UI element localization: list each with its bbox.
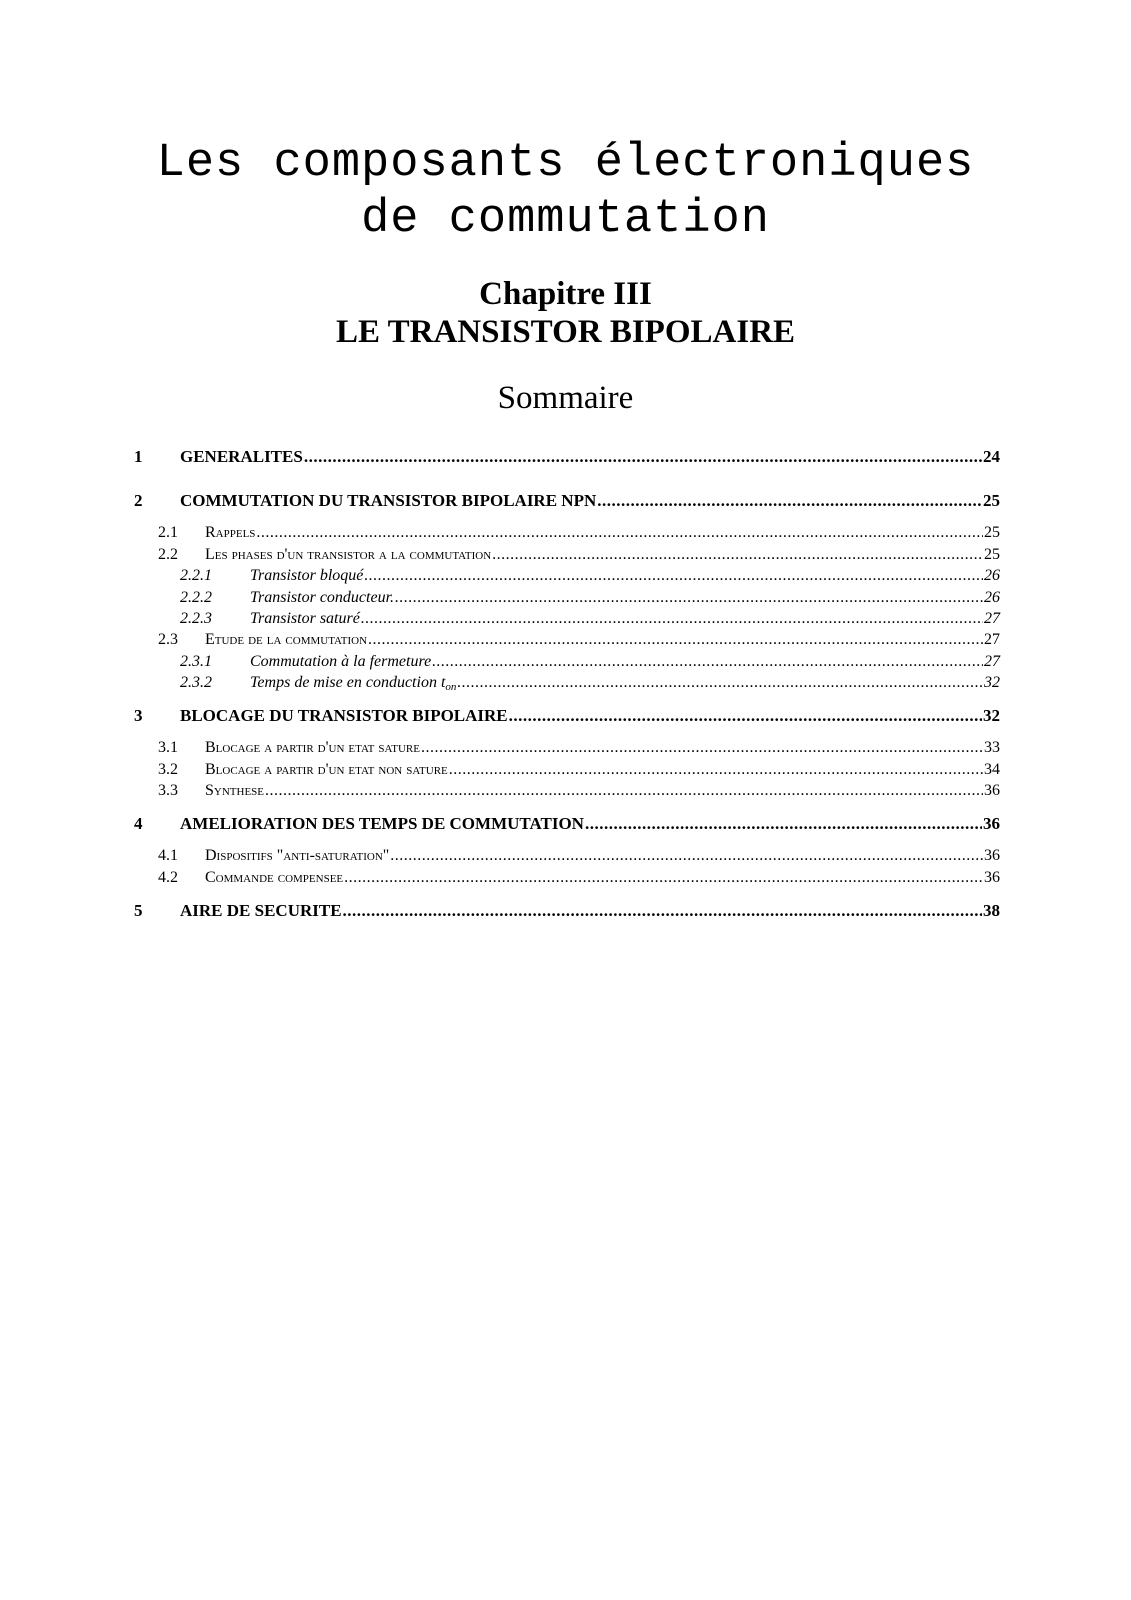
toc-dot-leader [509,705,982,727]
toc-entry[interactable] [134,867,1000,889]
toc-entry-page-number: 32 [984,674,1000,691]
toc-entry[interactable] [134,737,1000,759]
toc-entry-title [250,565,363,587]
toc-entry[interactable] [134,900,1000,922]
toc-entry-page-number: 26 [984,589,1000,606]
toc-entry-number: 2.2.1 [180,567,212,584]
toc-dot-leader [585,813,982,835]
toc-dot-leader [368,629,983,651]
toc-entry-page-number: 25 [984,546,1000,563]
toc-entry-page-number: 34 [984,761,1000,778]
toc-dot-leader [421,737,983,759]
toc-entry-title-text: Transistor conducteur. [250,589,395,606]
toc-entry-page-number: 27 [984,631,1000,648]
toc-entry-title-text: Etude de la commutation [205,631,368,648]
document-title-line-1: Les composants électroniques [156,137,975,190]
toc-dot-leader [492,544,983,566]
toc-entry-number: 4 [134,814,143,833]
toc-entry-page-number: 33 [984,739,1000,756]
toc-dot-leader [395,587,983,609]
toc-entry-number: 4.1 [158,847,178,864]
toc-dot-leader [432,651,983,673]
toc-entry[interactable] [134,446,1000,468]
toc-entry-number: 2 [134,491,143,510]
toc-entry-number: 2.3.2 [180,674,212,691]
toc-entry-page-number: 27 [984,653,1000,670]
toc-entry-title-text: GENERALITES [180,447,303,466]
toc-entry-title-text: BLOCAGE DU TRANSISTOR BIPOLAIRE [180,706,508,725]
toc-entry-number: 3 [134,706,143,725]
toc-entry-title-text: COMMUTATION DU TRANSISTOR BIPOLAIRE NPN [180,491,597,510]
toc-dot-leader [449,759,983,781]
document-title-line-2: de commutation [361,193,770,246]
toc-entry[interactable] [134,651,1000,673]
toc-entry-title [205,544,491,566]
toc-dot-leader [361,608,983,630]
toc-entry-title [250,608,360,630]
toc-entry-title [180,446,303,468]
toc-entry-title-text: Transistor bloqué [250,567,364,584]
toc-entry-number: 4.2 [158,869,178,886]
toc-entry-title [205,845,389,867]
toc-dot-leader [304,446,982,468]
toc-entry-page-number: 25 [984,524,1000,541]
toc-entry-page-number: 32 [983,706,1000,725]
toc-entry-number: 2.2.3 [180,610,212,627]
toc-entry-title-subscript: on [445,681,457,693]
toc-entry-number: 5 [134,901,143,920]
toc-dot-leader [344,867,983,889]
toc-entry-title [180,490,596,512]
toc-entry-number: 2.1 [158,524,178,541]
toc-dot-leader [597,490,982,512]
toc-entry-number: 1 [134,447,143,466]
toc-entry[interactable] [134,813,1000,835]
toc-entry-page-number: 25 [983,491,1000,510]
toc-dot-leader [265,780,983,802]
toc-entry-title [205,737,420,759]
toc-entry-title-text: Temps de mise en conduction t [250,674,446,691]
toc-entry[interactable] [134,759,1000,781]
toc-entry-title-text: AIRE DE SECURITE [180,901,342,920]
toc-entry-page-number: 36 [983,814,1000,833]
toc-entry-title-text: AMELIORATION DES TEMPS DE COMMUTATION [180,814,584,833]
toc-entry[interactable] [134,587,1000,609]
toc-entry-title [205,867,343,889]
toc-entry[interactable] [134,780,1000,802]
toc-entry[interactable] [134,845,1000,867]
toc-dot-leader [256,522,983,544]
toc-entry-title-text: Commutation à la fermeture [250,653,432,670]
toc-entry-title-text: Synthese [205,782,265,799]
toc-entry-page-number: 38 [983,901,1000,920]
toc-dot-leader [457,672,983,694]
toc-entry[interactable] [134,608,1000,630]
toc-entry-title [250,651,431,673]
toc-entry-title [205,780,264,802]
toc-entry-title [250,672,456,694]
toc-entry-title [180,900,342,922]
toc-dot-leader [390,845,983,867]
toc-entry-title-text: Rappels [205,524,256,541]
toc-dot-leader [364,565,983,587]
toc-entry-page-number: 26 [984,567,1000,584]
toc-entry-number: 2.3 [158,631,178,648]
toc-entry[interactable] [134,565,1000,587]
toc-entry-title-text: Les phases d'un transistor a la commutation [205,546,492,563]
chapter-label: Chapitre III [479,276,652,312]
toc-entry[interactable] [134,705,1000,727]
toc-entry-number: 2.2.2 [180,589,212,606]
toc-entry[interactable] [134,672,1000,694]
toc-entry-number: 3.2 [158,761,178,778]
toc-entry-page-number: 24 [983,447,1000,466]
toc-entry-number: 3.1 [158,739,178,756]
toc-entry-title [250,587,394,609]
toc-entry-page-number: 36 [984,869,1000,886]
toc-entry-number: 3.3 [158,782,178,799]
toc-entry-title [205,629,367,651]
toc-entry-title [205,759,448,781]
toc-entry-title-text: Transistor saturé [250,610,360,627]
chapter-title: LE TRANSISTOR BIPOLAIRE [335,314,796,350]
toc-entry-title-text: Commande compensee [205,869,344,886]
document-title [0,136,1131,248]
toc-heading: Sommaire [497,380,634,416]
toc-entry-page-number: 36 [984,782,1000,799]
toc-entry[interactable] [134,544,1000,566]
toc-entry-page-number: 27 [984,610,1000,627]
chapter-heading [0,275,1131,351]
toc-entry-title-text: Blocage a partir d'un etat non sature [205,761,448,778]
toc-entry-title-text: Blocage a partir d'un etat sature [205,739,420,756]
toc-entry-number: 2.2 [158,546,178,563]
toc-entry[interactable] [134,629,1000,651]
toc-entry-title-text: Dispositifs "anti-saturation" [205,847,390,864]
toc-entry-page-number: 36 [984,847,1000,864]
toc-entry-title [180,813,584,835]
toc-entry-title [205,522,255,544]
toc-dot-leader [343,900,982,922]
toc-entry-number: 2.3.1 [180,653,212,670]
toc-entry[interactable] [134,490,1000,512]
toc-entry-title [180,705,508,727]
toc-entry[interactable] [134,522,1000,544]
